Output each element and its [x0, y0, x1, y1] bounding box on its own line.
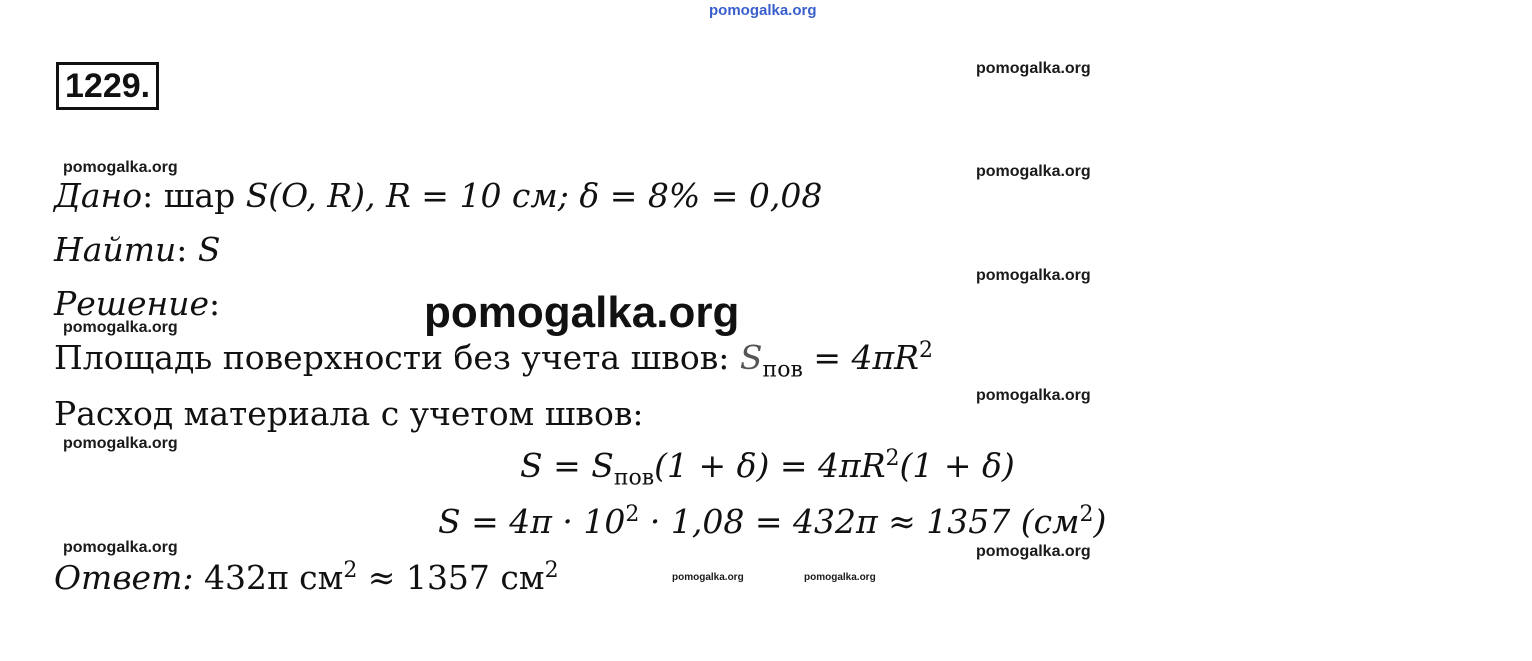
watermark: pomogalka.org — [63, 435, 178, 452]
formula-2-c: ) — [1093, 502, 1107, 541]
answer-label: Ответ: — [54, 558, 194, 597]
formula-1-sup: 2 — [885, 446, 900, 471]
surface-rest: = 4πR — [802, 338, 919, 377]
watermark: pomogalka.org — [976, 387, 1091, 404]
watermark: pomogalka.org — [804, 572, 876, 583]
watermark: pomogalka.org — [976, 543, 1091, 560]
formula-2-sup1: 2 — [625, 502, 640, 527]
problem-number: 1229. — [56, 62, 159, 110]
watermark: pomogalka.org — [672, 572, 744, 583]
given-text: : шар — [142, 176, 246, 215]
formula-2-b: · 1,08 = 432π ≈ 1357 (см — [639, 502, 1080, 541]
surface-sub: пов — [762, 357, 803, 383]
given-formula: S(O, R), R = 10 см; δ = 8% = 0,08 — [245, 176, 823, 215]
formula-2-sup2: 2 — [1079, 502, 1094, 527]
find-formula: S — [197, 230, 221, 269]
surface-sup: 2 — [919, 338, 933, 363]
given-line — [54, 176, 822, 215]
answer-line — [54, 558, 559, 597]
watermark-large: pomogalka.org — [424, 288, 740, 337]
find-line — [54, 230, 220, 269]
surface-area-line — [54, 338, 933, 383]
solution-line — [54, 284, 220, 323]
answer-sup1: 2 — [343, 558, 358, 583]
watermark: pomogalka.org — [63, 319, 178, 336]
answer-sup2: 2 — [544, 558, 559, 583]
watermark: pomogalka.org — [976, 60, 1091, 77]
formula-2-a: S = 4π · 10 — [438, 502, 626, 541]
watermark: pomogalka.org — [63, 539, 178, 556]
answer-b: ≈ 1357 см — [357, 558, 545, 597]
solution-label: Решение — [54, 284, 210, 323]
given-label: Дано — [54, 176, 143, 215]
watermark: pomogalka.org — [63, 159, 178, 176]
find-text: : — [176, 230, 198, 269]
surface-text: Площадь поверхности без учета швов: — [54, 338, 740, 377]
formula-1-a: S = S — [520, 446, 614, 485]
find-label: Найти — [54, 230, 177, 269]
solution-text: : — [209, 284, 221, 323]
watermark: pomogalka.org — [976, 163, 1091, 180]
formula-1 — [520, 446, 1015, 491]
surface-S: S — [739, 338, 763, 377]
formula-1-b: (1 + δ) = 4πR — [654, 446, 886, 485]
formula-2 — [438, 502, 1106, 541]
formula-1-c: (1 + δ) — [899, 446, 1015, 485]
watermark-top: pomogalka.org — [709, 2, 817, 19]
watermark: pomogalka.org — [976, 267, 1091, 284]
formula-1-sub: пов — [613, 465, 655, 491]
material-line: Расход материала с учетом швов: — [54, 394, 644, 433]
answer-a: 432π см — [193, 558, 344, 597]
